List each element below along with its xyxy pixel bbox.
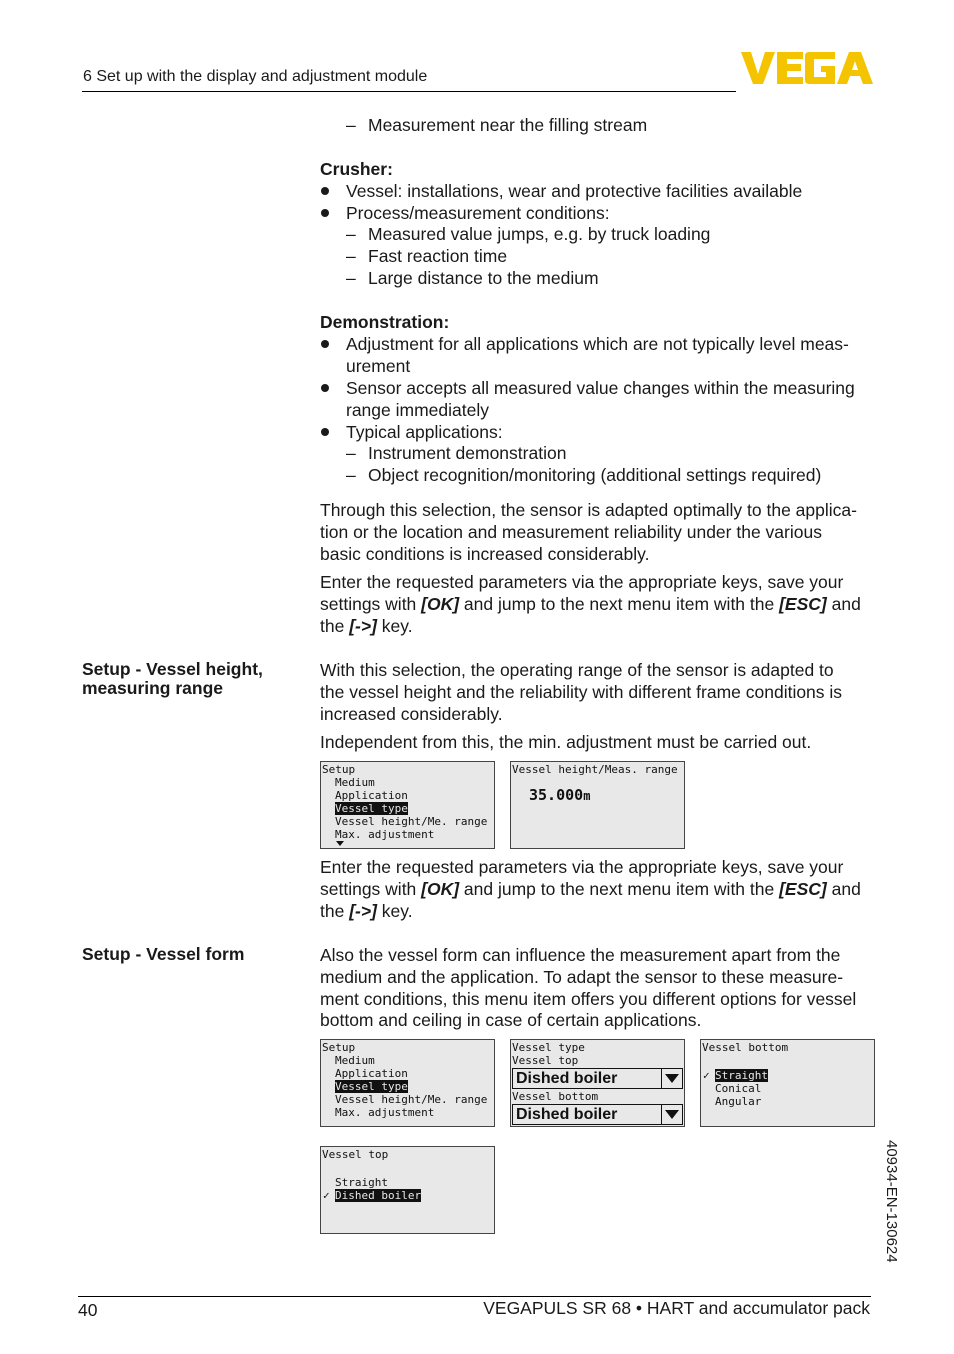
height-value: 35.000m xyxy=(529,786,591,804)
chevron-down-icon xyxy=(661,1105,682,1124)
bullet xyxy=(321,428,329,436)
menu-item: Max. adjustment xyxy=(335,1106,435,1119)
arrow-key: [->] xyxy=(349,901,377,921)
para3-line-2: settings with [OK] and jump to the next menu item with the [ESC] and xyxy=(320,879,861,899)
option: Angular xyxy=(715,1095,762,1108)
display-setup-menu xyxy=(320,761,495,849)
vega-logo xyxy=(741,52,873,84)
vessel-top-value: Dished boiler xyxy=(516,1070,618,1087)
display-vessel-type xyxy=(510,1039,685,1127)
vh-line-3: increased considerably. xyxy=(320,704,503,724)
menu-item-selected: Vessel type xyxy=(335,802,408,815)
vh-line-4: Independent from this, the min. adjustment must be carried out. xyxy=(320,732,812,752)
bullet xyxy=(321,340,329,348)
para1-line-3: basic conditions is increased considerably. xyxy=(320,544,650,564)
footer-rule xyxy=(78,1296,871,1297)
demo-bullet-1-line-1: Adjustment for all applications which are not typically level meas- xyxy=(346,334,849,354)
scroll-down-icon xyxy=(336,841,344,846)
para2-line-1: Enter the requested parameters via the appropriate keys, save your xyxy=(320,572,844,592)
vf-line-4: bottom and ceiling in case of certain applications. xyxy=(320,1010,702,1030)
esc-key: [ESC] xyxy=(779,594,827,614)
option-selected: Straight xyxy=(715,1069,768,1082)
demo-dash-1: Instrument demonstration xyxy=(368,443,567,463)
demo-bullet-2-line-1: Sensor accepts all measured value changes within the measuring xyxy=(346,378,855,398)
esc-key: [ESC] xyxy=(779,879,827,899)
demo-bullet-2-line-2: range immediately xyxy=(346,400,489,420)
dash: – xyxy=(346,268,356,288)
crusher-bullet-2: Process/measurement conditions: xyxy=(346,203,610,223)
dash: – xyxy=(346,443,356,463)
crusher-heading: Crusher: xyxy=(320,159,393,179)
arrow-key: [->] xyxy=(349,616,377,636)
side-heading-vessel-height-1: Setup - Vessel height, xyxy=(82,659,263,679)
display-vessel-bottom xyxy=(700,1039,875,1127)
side-heading-vessel-form: Setup - Vessel form xyxy=(82,944,245,964)
intro-dash: – xyxy=(346,115,356,135)
para1-line-1: Through this selection, the sensor is adapted optimally to the applica- xyxy=(320,500,857,520)
bullet xyxy=(321,209,329,217)
menu-item: Application xyxy=(335,789,408,802)
menu-item: Application xyxy=(335,1067,408,1080)
para1-line-2: tion or the location and measurement reliability under the various xyxy=(320,522,822,542)
vessel-bottom-label: Vessel bottom xyxy=(512,1090,599,1103)
vh-line-1: With this selection, the operating range of the sensor is adapted to xyxy=(320,660,834,680)
dash: – xyxy=(346,246,356,266)
vf-line-1: Also the vessel form can influence the measurement apart from the xyxy=(320,945,841,965)
option: Straight xyxy=(335,1176,388,1189)
menu-item-selected: Vessel type xyxy=(335,1080,408,1093)
vessel-top-select xyxy=(512,1068,683,1089)
screen-title: Vessel top xyxy=(322,1148,389,1161)
para2-line-2: settings with [OK] and jump to the next menu item with the [ESC] and xyxy=(320,594,861,614)
screen-title: Vessel height/Meas. range xyxy=(512,763,678,776)
intro-dash-text: Measurement near the filling stream xyxy=(368,115,648,135)
check-icon: ✓ xyxy=(323,1189,330,1202)
menu-item: Vessel height/Me. range xyxy=(335,1093,488,1106)
vh-line-2: the vessel height and the reliability with different frame conditions is xyxy=(320,682,843,702)
bullet xyxy=(321,187,329,195)
menu-item: Vessel height/Me. range xyxy=(335,815,488,828)
vf-line-2: medium and the application. To adapt the sensor to these measure- xyxy=(320,967,844,987)
crusher-dash-3: Large distance to the medium xyxy=(368,268,599,288)
demo-bullet-1-line-2: urement xyxy=(346,356,411,376)
ok-key: [OK] xyxy=(421,594,460,614)
screen-title: Setup xyxy=(322,763,356,776)
para3-line-3: the [->] key. xyxy=(320,901,413,921)
display-setup-menu-2 xyxy=(320,1039,495,1127)
dash: – xyxy=(346,224,356,244)
section-title: 6 Set up with the display and adjustment module xyxy=(83,68,428,85)
dash: – xyxy=(346,465,356,485)
screen-title: Vessel bottom xyxy=(702,1041,789,1054)
screen-title: Vessel type xyxy=(512,1041,585,1054)
display-vessel-height xyxy=(510,761,685,849)
check-icon: ✓ xyxy=(703,1069,710,1082)
demo-bullet-3: Typical applications: xyxy=(346,422,503,442)
demo-dash-2: Object recognition/monitoring (additional settings required) xyxy=(368,465,822,485)
crusher-dash-1: Measured value jumps, e.g. by truck loading xyxy=(368,224,711,244)
chevron-down-icon xyxy=(661,1069,682,1088)
screen-title: Setup xyxy=(322,1041,356,1054)
vf-line-3: ment conditions, this menu item offers you different options for vessel xyxy=(320,989,857,1009)
menu-item: Medium xyxy=(335,1054,375,1067)
crusher-dash-2: Fast reaction time xyxy=(368,246,508,266)
para2-line-3: the [->] key. xyxy=(320,616,413,636)
option: Conical xyxy=(715,1082,762,1095)
product-name: VEGAPULS SR 68 • HART and accumulator pack xyxy=(483,1298,870,1318)
document-id: 40934-EN-130624 xyxy=(883,1140,900,1263)
vessel-bottom-value: Dished boiler xyxy=(516,1106,618,1123)
side-heading-vessel-height-2: measuring range xyxy=(82,678,224,698)
ok-key: [OK] xyxy=(421,879,460,899)
menu-item: Medium xyxy=(335,776,375,789)
page-number: 40 xyxy=(78,1300,98,1320)
bullet xyxy=(321,384,329,392)
demonstration-heading: Demonstration: xyxy=(320,312,450,332)
display-vessel-top xyxy=(320,1146,495,1234)
vessel-top-label: Vessel top xyxy=(512,1054,579,1067)
menu-item: Max. adjustment xyxy=(335,828,435,841)
header-rule xyxy=(82,91,736,92)
crusher-bullet-1: Vessel: installations, wear and protective facilities available xyxy=(346,181,803,201)
option-selected: Dished boiler xyxy=(335,1189,422,1202)
para3-line-1: Enter the requested parameters via the appropriate keys, save your xyxy=(320,857,844,877)
vessel-bottom-select xyxy=(512,1104,683,1125)
